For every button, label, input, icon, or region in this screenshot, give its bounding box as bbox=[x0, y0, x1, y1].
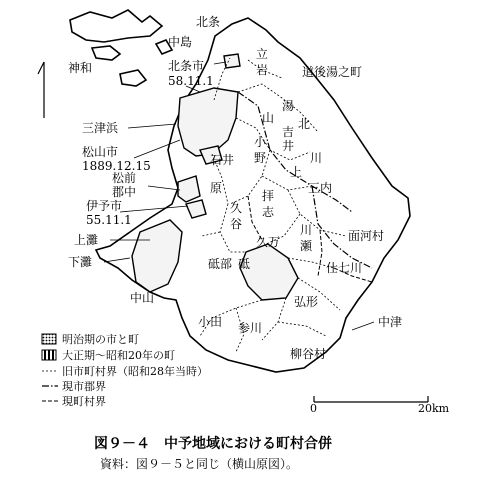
figure-source: 資料：図９－５と同じ（横山原図）。 bbox=[100, 457, 299, 471]
label-nakayama: 中山 bbox=[130, 291, 155, 305]
legend-meiji-label: 明治期の市と町 bbox=[62, 333, 139, 346]
label-nakajima: 中島 bbox=[168, 35, 193, 49]
label-i: 井 bbox=[282, 139, 295, 153]
legend-swatch-meiji bbox=[42, 334, 56, 344]
label-hara: 原 bbox=[210, 181, 223, 195]
taisho-town-area bbox=[186, 200, 206, 218]
label-gunchu: 郡中 bbox=[112, 185, 137, 199]
label-nakatsu: 中津 bbox=[378, 315, 403, 329]
label-hojo-city-date: 58.11.1 bbox=[168, 74, 214, 88]
legend bbox=[42, 332, 208, 408]
matsuyama-city-area bbox=[178, 88, 238, 156]
label-haishi-1: 拝 bbox=[262, 189, 275, 203]
label-yoshi: 吉 bbox=[282, 125, 295, 139]
scale-max-label: 20km bbox=[418, 402, 450, 415]
leader-line bbox=[104, 258, 130, 262]
scale-zero-label: 0 bbox=[310, 402, 317, 415]
leader-line bbox=[128, 124, 176, 128]
label-tateiwa-1: 立 bbox=[256, 47, 269, 61]
label-yama: 山 bbox=[262, 111, 275, 125]
figure-caption: 図９－４ 中予地域における町村合併 bbox=[94, 436, 332, 452]
label-tobe: 砥部 bbox=[208, 257, 233, 271]
label-kuman: 久万 bbox=[256, 235, 281, 249]
label-kita: 北 bbox=[298, 117, 311, 131]
legend-taisho-label: 大正期～昭和20年の町 bbox=[62, 349, 175, 362]
label-haishi-2: 志 bbox=[262, 205, 275, 219]
scale-bar bbox=[310, 396, 450, 415]
island-shape bbox=[70, 10, 162, 42]
island-shape bbox=[92, 46, 120, 60]
leader-line bbox=[120, 206, 188, 212]
leader-line bbox=[214, 62, 226, 64]
label-hojo-city: 北条市 bbox=[168, 59, 205, 73]
label-oda: 小田 bbox=[198, 315, 223, 329]
label-ono-2: 野 bbox=[254, 151, 267, 165]
label-masaki: 松前 bbox=[112, 171, 137, 185]
legend-swatch-taisho bbox=[42, 350, 56, 360]
label-kamiwa: 神和 bbox=[68, 61, 93, 75]
label-yanadani: 柳谷村 bbox=[290, 347, 327, 361]
island-shape bbox=[120, 70, 146, 86]
label-ono-1: 小 bbox=[254, 135, 267, 149]
label-matsuyama-date: 1889.12.15 bbox=[82, 159, 151, 173]
label-hojo: 北条 bbox=[196, 15, 221, 29]
label-sanuchi: 三内 bbox=[308, 181, 333, 195]
label-sosen: 仕七川 bbox=[326, 261, 363, 275]
label-ue: 上 bbox=[290, 165, 303, 179]
label-ishii: 石井 bbox=[210, 153, 235, 167]
legend-district-label: 現市郡界 bbox=[62, 380, 106, 393]
label-matsuyama-city: 松山市 bbox=[82, 145, 119, 159]
label-kutani-1: 久 bbox=[230, 201, 243, 215]
region-outline bbox=[96, 18, 410, 372]
label-tateiwa-2: 岩 bbox=[256, 63, 269, 77]
label-omogo: 面河村 bbox=[348, 229, 385, 243]
label-mikawa: 参川 bbox=[238, 321, 263, 335]
north-arrow-icon bbox=[38, 62, 44, 118]
tobe-dotted-area bbox=[240, 244, 298, 300]
label-dogo-yunomachi: 道後湯之町 bbox=[302, 65, 363, 79]
legend-town-label: 現町村界 bbox=[62, 395, 106, 408]
taisho-town-area bbox=[132, 220, 182, 292]
label-yu: 湯 bbox=[282, 99, 295, 113]
leader-line bbox=[148, 186, 180, 190]
label-iyo-city: 伊予市 bbox=[86, 199, 123, 213]
taisho-town-area bbox=[178, 176, 200, 202]
legend-old-boundary-label: 旧市町村界（昭和28年当時） bbox=[62, 365, 208, 378]
label-kawa: 川 bbox=[310, 151, 323, 165]
label-kougyou: 弘形 bbox=[294, 295, 319, 309]
label-shimonada: 下灘 bbox=[68, 255, 93, 269]
label-to: 砥 bbox=[238, 257, 251, 271]
label-kutani-2: 谷 bbox=[230, 217, 243, 231]
label-iyo-date: 55.11.1 bbox=[86, 213, 132, 227]
label-mitsuhama: 三津浜 bbox=[82, 121, 119, 135]
leader-line bbox=[352, 322, 374, 330]
leader-line bbox=[134, 140, 180, 158]
label-kaminada: 上灘 bbox=[74, 233, 99, 247]
label-kawase-2: 瀬 bbox=[300, 239, 313, 253]
label-kawase-1: 川 bbox=[300, 223, 313, 237]
